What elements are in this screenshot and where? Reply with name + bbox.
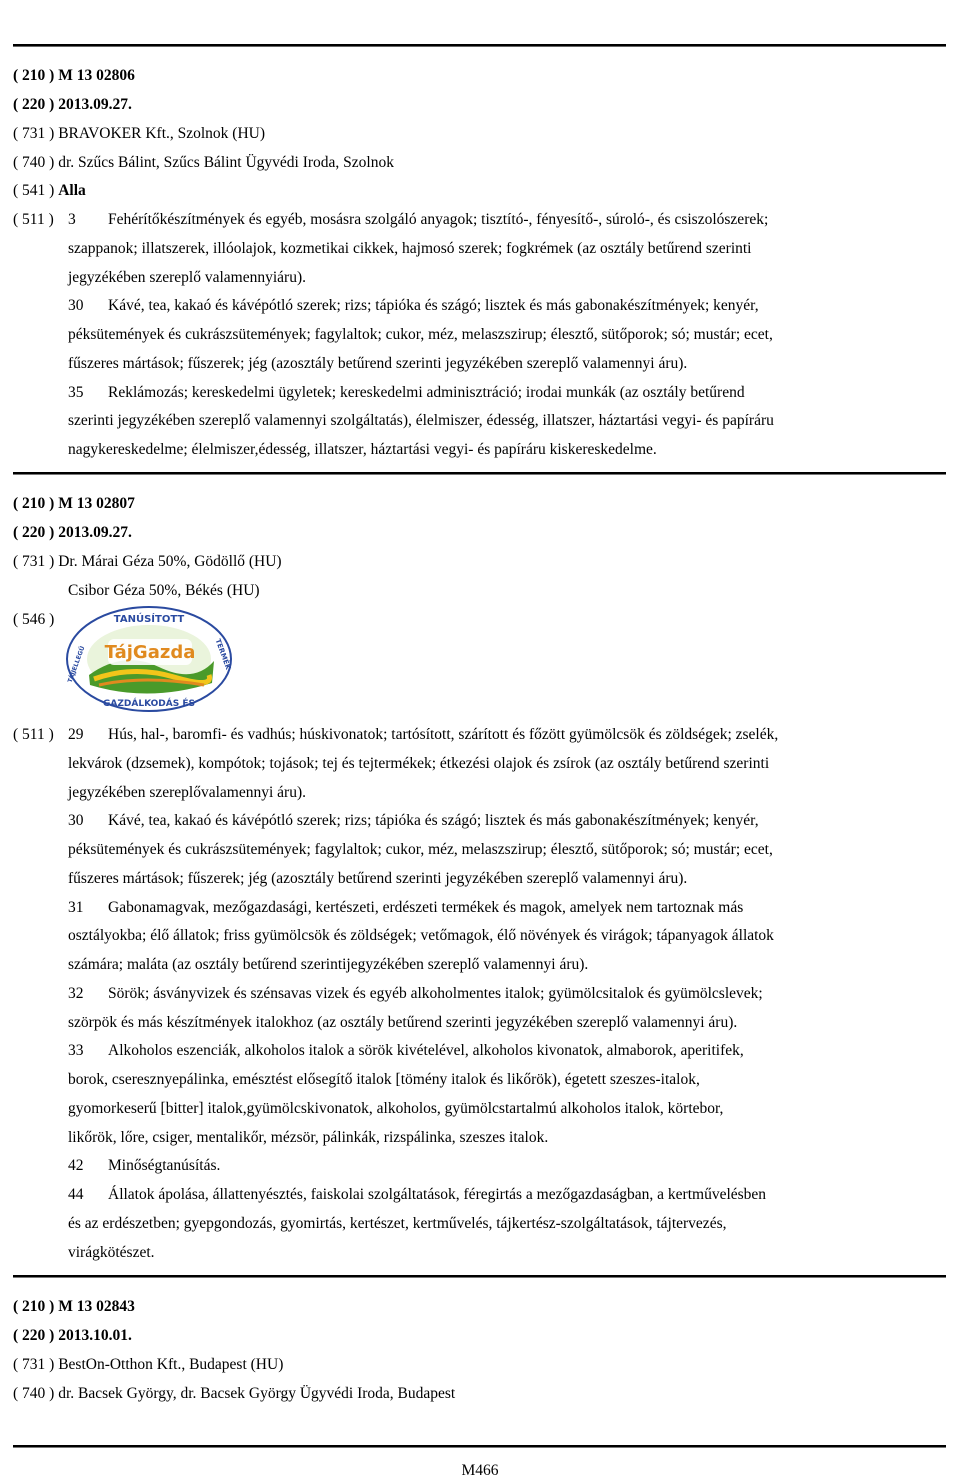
class-text: Sörök; ásványvizek és szénsavas vizek és egyéb alkoholmentes italok; gyümölcsitalok és gyümölcslevek; — [108, 984, 763, 1002]
logo-brand-text: TájGazda — [104, 642, 196, 663]
e1-code-210: ( 210 ) M 13 02806 — [13, 67, 135, 84]
class-text-line: gyomorkeserű [bitter] italok,gyümölcskivonatok, alkoholos, gyümölcstartalmú alkoholos italok, körtebor, — [68, 1099, 724, 1117]
nice-class-42 — [68, 1156, 220, 1176]
class-text: Alkoholos eszenciák, alkoholos italok a sörök kivételével, alkoholos kivonatok, almaborok, aperitifek, — [108, 1042, 744, 1060]
class-text-line: virágkötészet. — [68, 1243, 155, 1261]
class-number: 35 — [68, 383, 84, 401]
nice-class-33 — [68, 1041, 744, 1061]
e2-code-731-second-holder: Csibor Géza 50%, Békés (HU) — [68, 582, 260, 599]
nice-class-29 — [68, 725, 778, 745]
class-number: 44 — [68, 1186, 84, 1203]
e1-code-220: ( 220 ) 2013.09.27. — [13, 96, 132, 113]
class-number: 42 — [68, 1157, 84, 1175]
e2-code-546: ( 546 ) — [13, 611, 55, 628]
e2-code-220: ( 220 ) 2013.09.27. — [13, 524, 132, 541]
header-rule — [13, 44, 946, 47]
class-text-line: nagykereskedelme; élelmiszer,édesség, illatszer, háztartási vegyi- és papíráru kiskereskedelme. — [68, 441, 657, 458]
e3-code-220: ( 220 ) 2013.10.01. — [13, 1327, 132, 1344]
class-text: Fehérítőkészítmények és egyéb, mosásra szolgáló anyagok; tisztító-, fényesítő-, súroló-, és csiszolószerek; — [108, 211, 769, 228]
class-text: Minőségtanúsítás. — [108, 1157, 221, 1175]
class-text-line: péksütemények és cukrászsütemények; fagylaltok; cukor, méz, melaszszirup; élesztő, sütőporok; só; mustár; ecet, — [68, 326, 773, 343]
class-text-line: szappanok; illatszerek, illóolajok, kozmetikai cikkek, hajmosó szerek; fogkrémek (az osztály betűrend szerinti — [68, 239, 752, 257]
nice-class-35 — [68, 383, 745, 403]
e1-code-541 — [13, 181, 86, 201]
class-number: 29 — [68, 726, 84, 743]
class-text-line: péksütemények és cukrászsütemények; fagylaltok; cukor, méz, melaszszirup; élesztő, sütőporok; só; mustár; ecet, — [68, 841, 773, 858]
nice-class-31 — [68, 898, 743, 918]
class-number: 30 — [68, 812, 84, 830]
e3-code-740: ( 740 ) dr. Bacsek György, dr. Bacsek György Ügyvédi Iroda, Budapest — [13, 1385, 456, 1402]
class-text-line: likőrök, lőre, csiger, mentalikőr, mézsör, pálinkák, rizspálinka, szeszes italok. — [68, 1128, 549, 1146]
class-text-line: lekvárok (dzsemek), kompótok; tojások; tej és tejtermékek; étkezési olajok és zsírok (az osztály betűrend szerinti — [68, 754, 770, 772]
class-text-line: számára; maláta (az osztály betűrend szerintijegyzékében szereplő valamennyi áru). — [68, 956, 589, 973]
separator — [13, 1275, 946, 1278]
nice-class-30 — [68, 296, 759, 316]
nice-class-30 — [68, 811, 759, 831]
class-text: Kávé, tea, kakaó és kávépótló szerek; rizs; tápióka és szágó; lisztek és más gabonakészítmények; kenyér, — [108, 812, 759, 830]
nice-class-44 — [68, 1185, 766, 1205]
class-text-line: borok, cseresznyepálinka, emésztést elősegítő italok [tömény italok és likőrök), égetett szeszes-italok, — [68, 1071, 700, 1088]
page-number: M466 — [461, 1462, 499, 1479]
class-text-line: szörpök és más készítmények italokhoz (az osztály betűrend szerinti jegyzékében szereplő valamennyi áru). — [68, 1013, 738, 1031]
class-text: Hús, hal-, baromfi- és vadhús; húskivonatok; tartósított, szárított és főzött gyümölcsök és zöldségek; zselék, — [108, 726, 779, 743]
class-text-line: szerinti jegyzékében szereplő valamennyi szolgáltatás), élelmiszer, édesség, illatszer, háztartási vegyi- és papíráru — [68, 412, 774, 430]
e2-code-731: ( 731 ) Dr. Márai Géza 50%, Gödöllő (HU) — [13, 553, 282, 570]
nice-class-3 — [68, 210, 768, 230]
class-text-line: osztályokba; élő állatok; friss gyümölcsök és zöldségek; vetőmagok, élő növények és virágok; tápanyagok állatok — [68, 927, 774, 945]
class-number: 30 — [68, 297, 84, 315]
section-title: Nemzeti védjegybejelentések meghirdetése — [345, 26, 615, 43]
e1-code-511: ( 511 ) — [13, 211, 54, 228]
logo-top-text: TANÚSÍTOTT — [113, 614, 185, 625]
e1-code-740: ( 740 ) dr. Szűcs Bálint, Szűcs Bálint Ügyvédi Iroda, Szolnok — [13, 154, 394, 171]
class-text-line: fűszeres mártások; fűszerek; jég (azosztály betűrend szerinti jegyzékében szereplő valamennyi áru). — [68, 354, 688, 372]
e1-wordmark: Alla — [58, 182, 86, 199]
class-number: 33 — [68, 1042, 84, 1060]
e3-code-210: ( 210 ) M 13 02843 — [13, 1298, 135, 1315]
tajgazda-logo — [64, 605, 234, 713]
nice-class-32 — [68, 984, 763, 1004]
class-text-line: jegyzékében szereplő valamennyiáru). — [68, 268, 306, 286]
e1-541-label: ( 541 ) — [13, 182, 55, 199]
class-number: 32 — [68, 984, 84, 1002]
class-number: 3 — [68, 211, 76, 228]
class-text: Kávé, tea, kakaó és kávépótló szerek; rizs; tápióka és szágó; lisztek és más gabonakészítmények; kenyér, — [108, 297, 759, 315]
logo-right-text: TERMÉK — [213, 637, 233, 671]
logo-bottom-text: GAZDÁLKODÁS ÉS — [103, 699, 195, 709]
class-text-line: fűszeres mártások; fűszerek; jég (azosztály betűrend szerinti jegyzékében szereplő valamennyi áru). — [68, 869, 688, 887]
e1-code-731: ( 731 ) BRAVOKER Kft., Szolnok (HU) — [13, 125, 266, 142]
class-text-line: jegyzékében szereplővalamennyi áru). — [68, 783, 306, 801]
class-text-line: és az erdészetben; gyepgondozás, gyomirtás, kertészet, kertművelés, tájkertész-szolgáltatások, tájtervezés, — [68, 1214, 727, 1232]
journal-title: Szabadalmi Közlöny és Védjegyértesítő 119. évfolyam 6. szám, 2014.03.28. — [243, 6, 717, 23]
e2-code-511: ( 511 ) — [13, 726, 54, 743]
separator — [13, 472, 946, 475]
e3-code-731: ( 731 ) BestOn-Otthon Kft., Budapest (HU) — [13, 1356, 284, 1373]
e2-code-210: ( 210 ) M 13 02807 — [13, 495, 135, 512]
class-text: Gabonamagvak, mezőgazdasági, kertészeti, erdészeti termékek és magok, amelyek nem tartoznak más — [108, 898, 744, 916]
logo-left-text: TÁJJELLEGŰ — [66, 645, 87, 684]
class-text: Reklámozás; kereskedelmi ügyletek; kereskedelmi adminisztráció; irodai munkák (az osztály betűrend — [108, 383, 745, 401]
class-text: Állatok ápolása, állattenyésztés, faiskolai szolgáltatások, féregirtás a mezőgazdaságban, a kertművelésben — [108, 1186, 767, 1203]
class-number: 31 — [68, 898, 84, 916]
footer-rule — [13, 1445, 946, 1448]
